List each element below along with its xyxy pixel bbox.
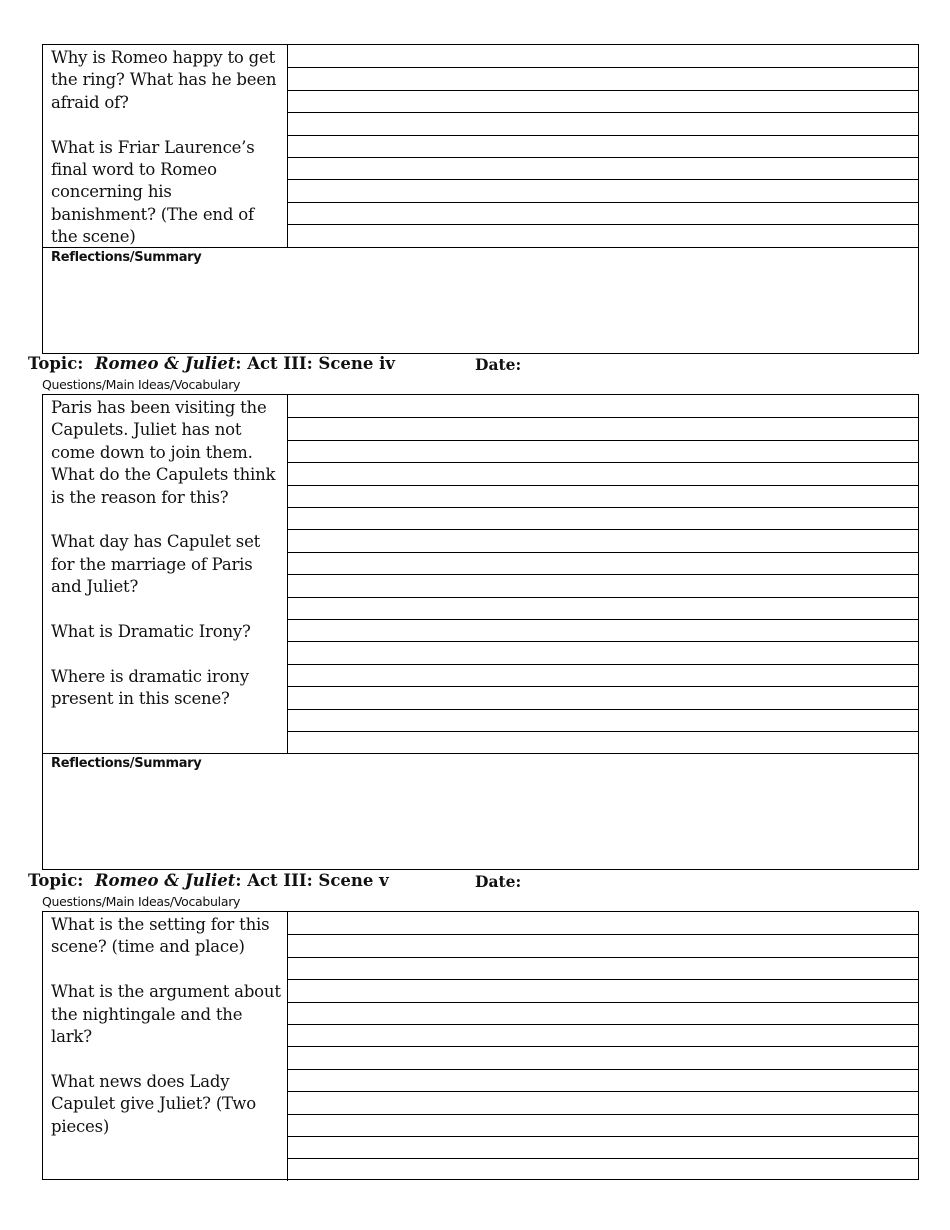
reflections-summary-box[interactable] [43, 247, 918, 353]
question: What is Dramatic Irony? [51, 622, 251, 642]
notes-table-scene-iv [42, 394, 919, 870]
reflections-summary-box[interactable] [43, 753, 918, 869]
questions-column [43, 45, 288, 247]
play-title: Romeo & Juliet [94, 871, 236, 890]
notes-table-scene-iii [42, 44, 919, 354]
notes-table-scene-v [42, 911, 919, 1180]
date-label: Date: [475, 355, 522, 374]
topic-heading-scene-iv: Topic: Romeo & Juliet: Act III: Scene iv [28, 354, 395, 373]
question: What day has Capulet set for the marriage of Paris and Juliet? [51, 532, 261, 597]
question: Where is dramatic irony present in this scene? [51, 666, 249, 709]
reflections-label: Reflections/Summary [51, 756, 202, 771]
reflections-label: Reflections/Summary [51, 250, 202, 265]
questions-column [43, 912, 288, 1181]
topic-heading-scene-v: Topic: Romeo & Juliet: Act III: Scene v [28, 871, 389, 890]
column-header: Questions/Main Ideas/Vocabulary [42, 377, 241, 392]
question: What is the argument about the nightingale and the lark? [51, 982, 281, 1047]
question: What is the setting for this scene? (time and place) [51, 915, 270, 957]
question: Paris has been visiting the Capulets. Juliet has not come down to join them. What do the Capulets think is the reason for this? [51, 398, 276, 507]
question: Why is Romeo happy to get the ring? What has he been afraid of? [51, 48, 277, 112]
column-header: Questions/Main Ideas/Vocabulary [42, 894, 241, 909]
date-label: Date: [475, 872, 522, 891]
play-title: Romeo & Juliet [94, 354, 236, 373]
question: What news does Lady Capulet give Juliet? (Two pieces) [51, 1071, 256, 1136]
questions-column [43, 395, 288, 753]
question: What is Friar Laurence’s final word to Romeo concerning his banishment? (The end of the scene) [51, 137, 255, 247]
